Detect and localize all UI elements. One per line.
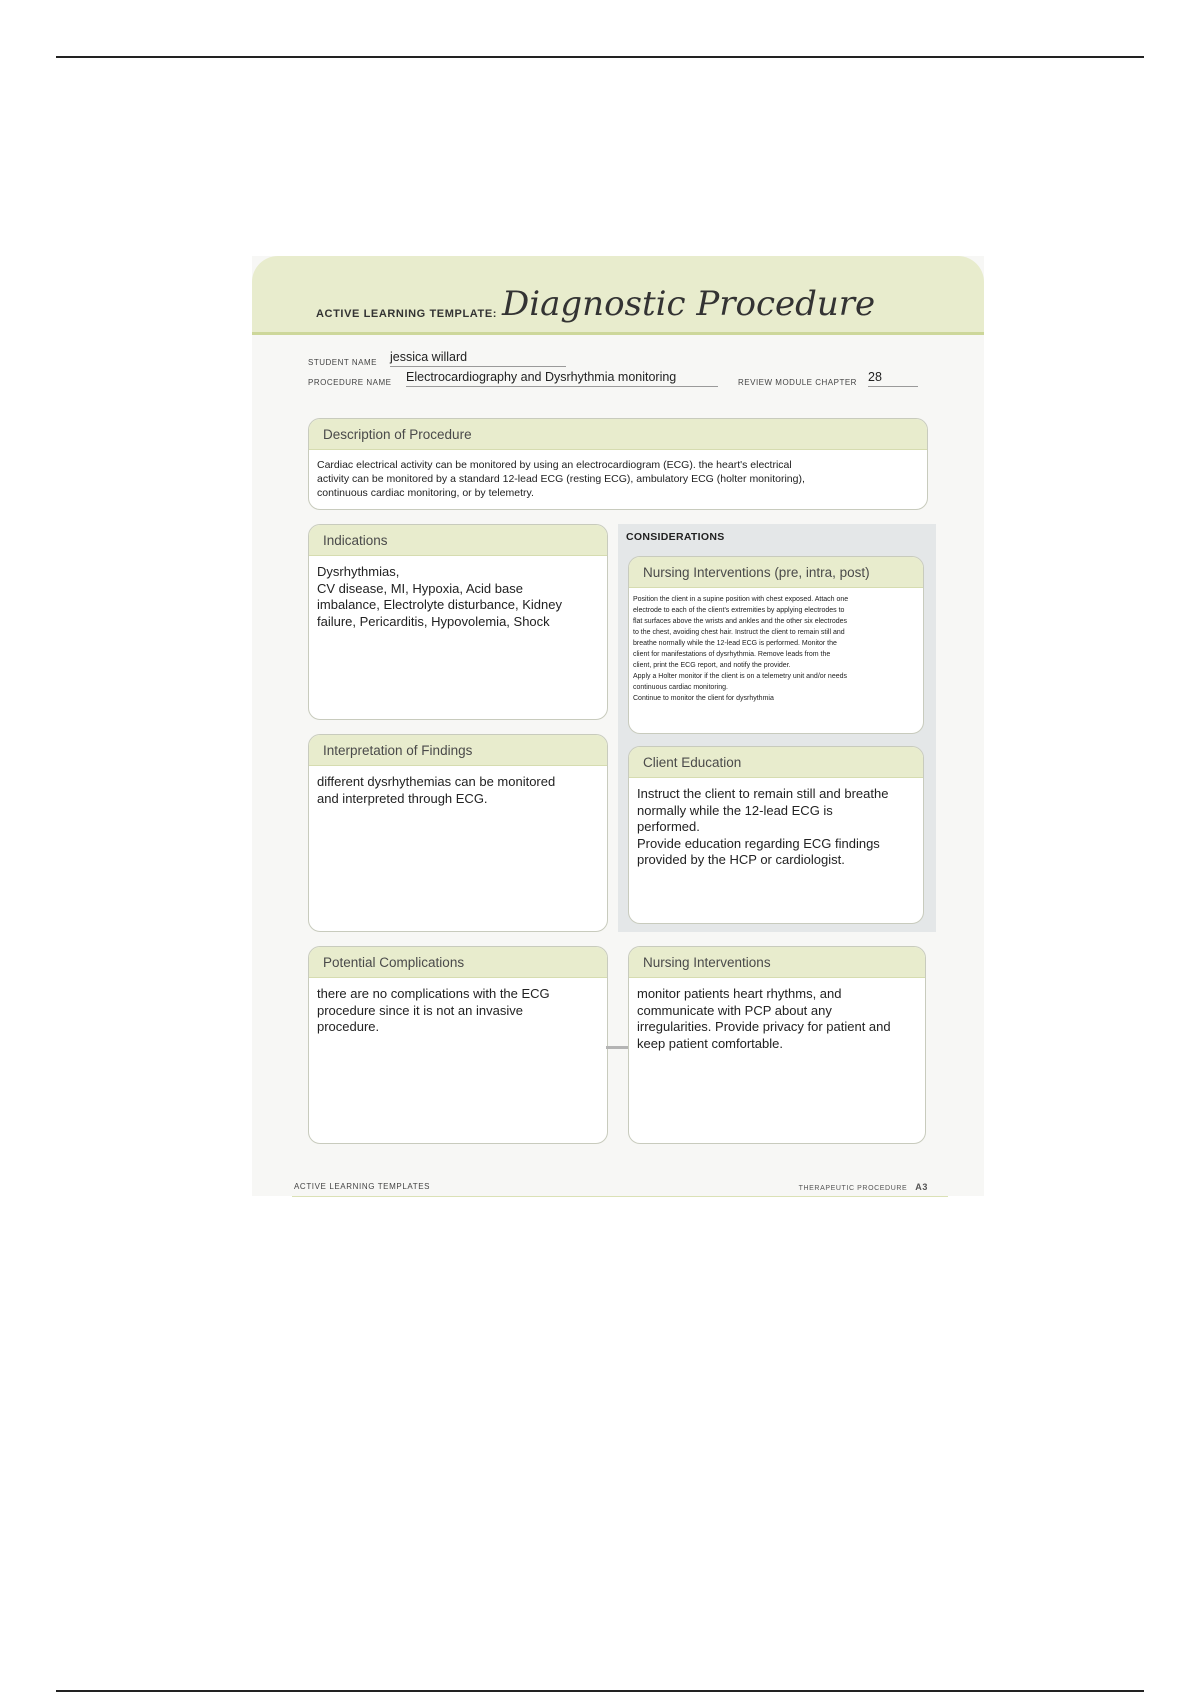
footer-right [799, 1182, 928, 1192]
student-name-field[interactable]: jessica willard [390, 350, 566, 367]
student-name-label: STUDENT NAME [308, 358, 377, 367]
interpretation-heading: Interpretation of Findings [309, 735, 607, 766]
description-box [308, 418, 928, 510]
template-label: ACTIVE LEARNING TEMPLATE: [316, 308, 498, 320]
nursing-interventions-box [628, 946, 926, 1144]
footer-section: THERAPEUTIC PROCEDURE [798, 1185, 908, 1192]
nursing-interventions-pre-text[interactable]: Position the client in a supine position with chest exposed. Attach one electrode to each of the client's extremities by applying electrodes to flat surfaces above the wrists and ankles and the other six electrodes to the chest, avoiding chest hair. Instruct the client to remain still and breathe normally while the 12-lead ECG is performed. Monitor the client for manifestations of dysrhythmia. Remove leads from the client, print the ECG report, and notify the provider. Apply a Holter monitor if the client is on a telemetry unit and/or needs continuous cardiac monitoring. Continue to monitor the client for dysrhythmia [633, 596, 849, 702]
nursing-interventions-text[interactable]: monitor patients heart rhythms, and communicate with PCP about any irregularities. Provide privacy for patient and keep patient comfortable. [637, 986, 891, 1051]
nursing-interventions-pre-heading: Nursing Interventions (pre, intra, post) [629, 557, 923, 588]
considerations-label: CONSIDERATIONS [626, 531, 725, 543]
review-module-field[interactable]: 28 [868, 370, 918, 387]
box-connector [606, 1046, 628, 1049]
client-education-text[interactable]: Instruct the client to remain still and breathe normally while the 12-lead ECG is performed. Provide education regarding ECG findings provided by the HCP or cardiologist. [637, 786, 889, 867]
review-module-label: REVIEW MODULE CHAPTER [738, 378, 857, 387]
indications-heading: Indications [309, 525, 607, 556]
top-rule [56, 56, 1144, 58]
page-number: A3 [915, 1182, 928, 1192]
interpretation-text[interactable]: different dysrhythemias can be monitored and interpreted through ECG. [317, 774, 556, 806]
indications-box [308, 524, 608, 720]
procedure-name-label: PROCEDURE NAME [308, 378, 392, 387]
procedure-name-field[interactable]: Electrocardiography and Dysrhythmia monitoring [406, 370, 718, 387]
nursing-interventions-pre-box [628, 556, 924, 734]
template-title: Diagnostic Procedure [502, 284, 876, 324]
title-banner [252, 256, 984, 335]
client-education-heading: Client Education [629, 747, 923, 778]
description-heading: Description of Procedure [309, 419, 927, 450]
complications-heading: Potential Complications [309, 947, 607, 978]
complications-box [308, 946, 608, 1144]
footer-line [292, 1196, 948, 1197]
description-text[interactable]: Cardiac electrical activity can be monitored by using an electrocardiogram (ECG). the heart's electrical activity can be monitored by a standard 12-lead ECG (resting ECG), ambulatory ECG (holter monitoring), continuous cardiac monitoring, or by telemetry. [317, 459, 805, 499]
interpretation-box [308, 734, 608, 932]
indications-text[interactable]: Dysrhythmias, CV disease, MI, Hypoxia, Acid base imbalance, Electrolyte disturbance, Kidney failure, Pericarditis, Hypovolemia, Shock [317, 564, 562, 629]
client-education-box [628, 746, 924, 924]
footer-left: ACTIVE LEARNING TEMPLATES [294, 1182, 431, 1191]
template-sheet [252, 256, 984, 1196]
bottom-rule [56, 1690, 1144, 1692]
considerations-panel [618, 524, 936, 932]
nursing-interventions-heading: Nursing Interventions [629, 947, 925, 978]
complications-text[interactable]: there are no complications with the ECG procedure since it is not an invasive procedure. [317, 986, 550, 1034]
